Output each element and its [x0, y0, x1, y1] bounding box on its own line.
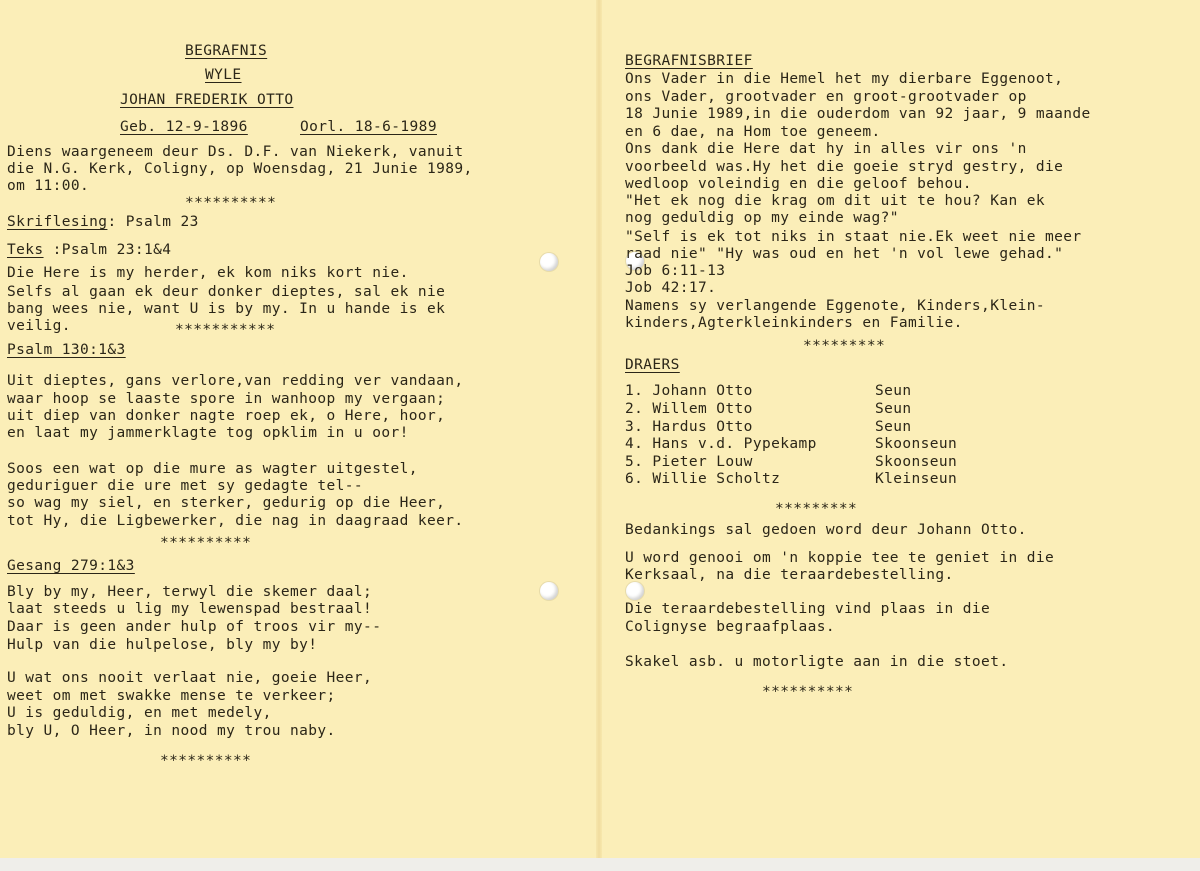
letter-line: "Het ek nog die krag om dit uit te hou? Kan ek	[625, 193, 1045, 209]
text-verse-line: Die Here is my herder, ek kom niks kort nie.	[7, 265, 409, 281]
letter-line: Namens sy verlangende Eggenote, Kinders,Klein-	[625, 298, 1045, 314]
letter-line: Job 42:17.	[625, 280, 717, 296]
bearer-name: 1. Johann Otto	[625, 383, 753, 399]
service-line: Diens waargeneem deur Ds. D.F. van Niekerk, vanuit	[7, 144, 464, 160]
letter-line: raad nie" "Hy was oud en het 'n vol lewe gehad."	[625, 246, 1064, 262]
bearer-relation: Skoonseun	[875, 454, 958, 470]
hymn-line: laat steeds u lig my lewenspad bestraal!	[7, 601, 373, 617]
thanks-text: Bedankings sal gedoen word deur Johann Otto.	[625, 522, 1027, 538]
scripture-label: Skriflesing	[7, 214, 108, 230]
burial-line: Colignyse begraafplaas.	[625, 619, 835, 635]
psalm-line: geduriguer die ure met sy gedagte tel--	[7, 478, 364, 494]
bearer-relation: Skoonseun	[875, 436, 958, 452]
psalm-line: tot Hy, die Ligbewerker, die nag in daagraad keer.	[7, 513, 464, 529]
scripture-value: : Psalm 23	[107, 214, 199, 230]
bearer-name: 5. Pieter Louw	[625, 454, 753, 470]
hymn-line: Hulp van die hulpelose, bly my by!	[7, 637, 318, 653]
letter-line: en 6 dae, na Hom toe geneem.	[625, 124, 881, 140]
title-line-1: BEGRAFNIS	[185, 43, 268, 59]
letter-line: ons Vader, grootvader en groot-grootvader op	[625, 89, 1027, 105]
text-value: :Psalm 23:1&4	[43, 242, 172, 258]
text-verse-line: bang wees nie, want U is by my. In u hande is ek	[7, 301, 446, 317]
text-label: Teks	[7, 242, 44, 258]
burial-line: Die teraardebestelling vind plaas in die	[625, 601, 991, 617]
tea-line: Kerksaal, na die teraardebestelling.	[625, 567, 954, 583]
service-line: die N.G. Kerk, Coligny, op Woensdag, 21 Junie 1989,	[7, 161, 473, 177]
hymn-line: bly U, O Heer, in nood my trou naby.	[7, 723, 336, 739]
lights-text: Skakel asb. u motorligte aan in die stoet.	[625, 654, 1009, 670]
punch-hole	[540, 253, 558, 271]
letter-line: nog geduldig op my einde wag?"	[625, 210, 899, 226]
bearer-relation: Seun	[875, 401, 912, 417]
psalm-line: so wag my siel, en sterker, gedurig op die Heer,	[7, 495, 446, 511]
bearer-relation: Seun	[875, 419, 912, 435]
death-date: Oorl. 18-6-1989	[300, 119, 437, 135]
letter-line: kinders,Agterkleinkinders en Familie.	[625, 315, 963, 331]
psalm-heading: Psalm 130:1&3	[7, 342, 126, 358]
psalm-line: en laat my jammerklagte tog opklim in u oor!	[7, 425, 409, 441]
bearer-name: 2. Willem Otto	[625, 401, 753, 417]
punch-hole	[626, 582, 644, 600]
psalm-line: Uit dieptes, gans verlore,van redding ver vandaan,	[7, 373, 464, 389]
divider: **********	[762, 684, 854, 700]
punch-hole	[540, 582, 558, 600]
center-fold	[596, 0, 602, 858]
letter-line: wedloop voleindig en die geloof behou.	[625, 176, 972, 192]
divider: **********	[185, 195, 277, 211]
divider: **********	[160, 753, 252, 769]
tea-line: U word genooi om 'n koppie tee te geniet in die	[625, 550, 1055, 566]
psalm-line: Soos een wat op die mure as wagter uitgestel,	[7, 461, 418, 477]
text-verse-line: Selfs al gaan ek deur donker dieptes, sal ek nie	[7, 284, 446, 300]
birth-date: Geb. 12-9-1896	[120, 119, 248, 135]
letter-heading: BEGRAFNISBRIEF	[625, 53, 753, 69]
bearer-relation: Seun	[875, 383, 912, 399]
bearer-relation: Kleinseun	[875, 471, 958, 487]
hymn-line: U wat ons nooit verlaat nie, goeie Heer,	[7, 670, 373, 686]
psalm-line: uit diep van donker nagte roep ek, o Here, hoor,	[7, 408, 446, 424]
hymn-heading: Gesang 279:1&3	[7, 558, 135, 574]
letter-line: "Self is ek tot niks in staat nie.Ek weet nie meer	[625, 229, 1082, 245]
hymn-line: weet om met swakke mense te verkeer;	[7, 688, 336, 704]
divider: ***********	[175, 322, 276, 338]
hymn-line: U is geduldig, en met medely,	[7, 705, 272, 721]
psalm-line: waar hoop se laaste spore in wanhoop my vergaan;	[7, 391, 446, 407]
letter-line: Ons Vader in die Hemel het my dierbare Eggenoot,	[625, 71, 1064, 87]
bearer-name: 3. Hardus Otto	[625, 419, 753, 435]
scan-background	[0, 858, 1200, 871]
sermon-text	[7, 242, 171, 259]
scripture-reading	[7, 214, 199, 231]
bearers-heading: DRAERS	[625, 357, 680, 373]
letter-line: 18 Junie 1989,in die ouderdom van 92 jaar, 9 maande	[625, 106, 1091, 122]
divider: *********	[775, 501, 858, 517]
divider: **********	[160, 535, 252, 551]
text-verse-line: veilig.	[7, 318, 71, 334]
letter-line: voorbeeld was.Hy het die goeie stryd gestry, die	[625, 159, 1064, 175]
bearer-name: 6. Willie Scholtz	[625, 471, 781, 487]
hymn-line: Daar is geen ander hulp of troos vir my--	[7, 619, 382, 635]
bearer-name: 4. Hans v.d. Pypekamp	[625, 436, 817, 452]
title-line-2: WYLE	[205, 67, 242, 83]
letter-line: Job 6:11-13	[625, 263, 726, 279]
divider: *********	[803, 338, 886, 354]
deceased-name: JOHAN FREDERIK OTTO	[120, 92, 294, 108]
hymn-line: Bly by my, Heer, terwyl die skemer daal;	[7, 584, 373, 600]
service-line: om 11:00.	[7, 178, 90, 194]
letter-line: Ons dank die Here dat hy in alles vir ons 'n	[625, 141, 1027, 157]
